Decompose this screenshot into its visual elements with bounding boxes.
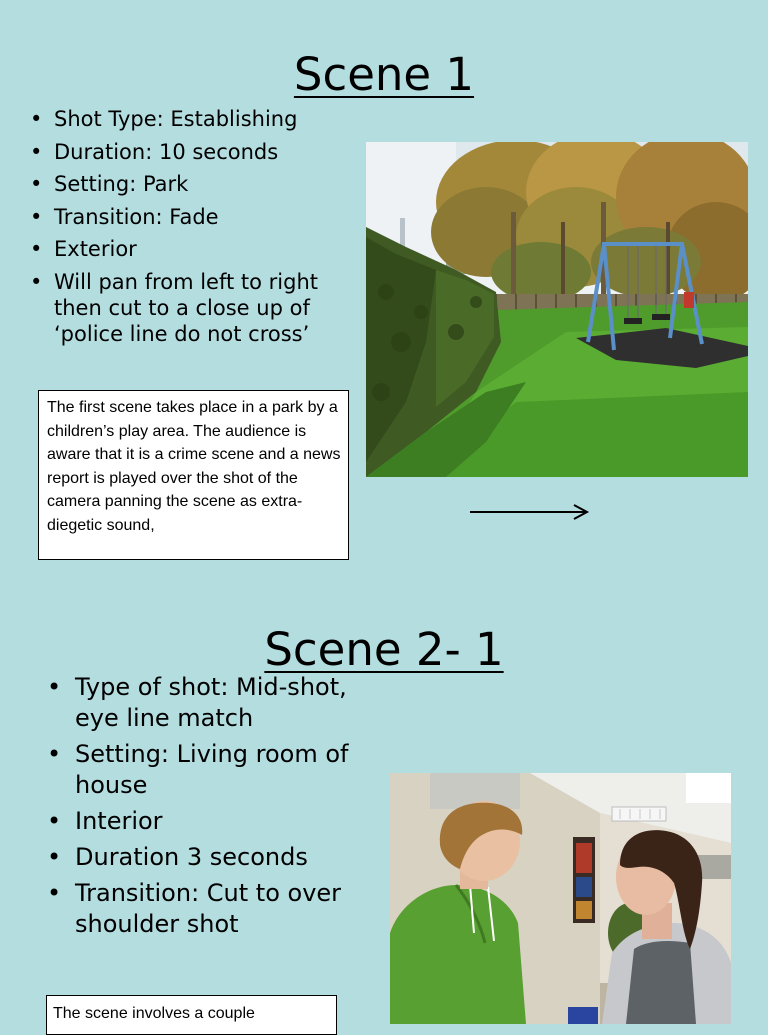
scene-1-description-box [38, 390, 349, 560]
scene-1-bullet-duration: • Duration: 10 seconds [54, 139, 354, 165]
scene-1-bullet-setting: • Setting: Park [54, 171, 354, 197]
scene-2-bullet-setting: • Setting: Living room of house [75, 739, 385, 801]
scene-1-bullet-shot-type: • Shot Type: Establishing [54, 106, 354, 132]
scene-1-description-text: The first scene takes place in a park by a children’s play area. The audience is aware that it is a crime scene and a news report is played over the shot of the camera panning the scene as extra-diegetic sound, [47, 399, 341, 534]
living-room-couple-photo [390, 773, 731, 1024]
scene-2-description-text: The scene involves a couple [53, 1005, 255, 1022]
right-arrow-icon [468, 502, 592, 526]
scene-1-bullet-exterior: • Exterior [54, 236, 354, 262]
scene-2-title: Scene 2- 1 [264, 623, 504, 676]
scene-2-bullet-interior: • Interior [75, 806, 385, 837]
scene-2-bullet-transition: • Transition: Cut to over shoulder shot [75, 878, 385, 940]
scene-1-bullet-transition: • Transition: Fade [54, 204, 354, 230]
park-playground-photo [366, 142, 748, 477]
scene-2-bullet-shot-type: • Type of shot: Mid-shot, eye line match [75, 672, 385, 734]
scene-2-description-box [46, 995, 337, 1035]
scene-2-bullet-list [75, 672, 385, 945]
scene-1-title: Scene 1 [293, 48, 475, 101]
scene-2-bullet-duration: • Duration 3 seconds [75, 842, 385, 873]
scene-1-bullet-pan: • Will pan from left to right then cut to a close up of ‘police line do not cross’ [54, 269, 354, 347]
scene-1-bullet-list [54, 106, 354, 353]
